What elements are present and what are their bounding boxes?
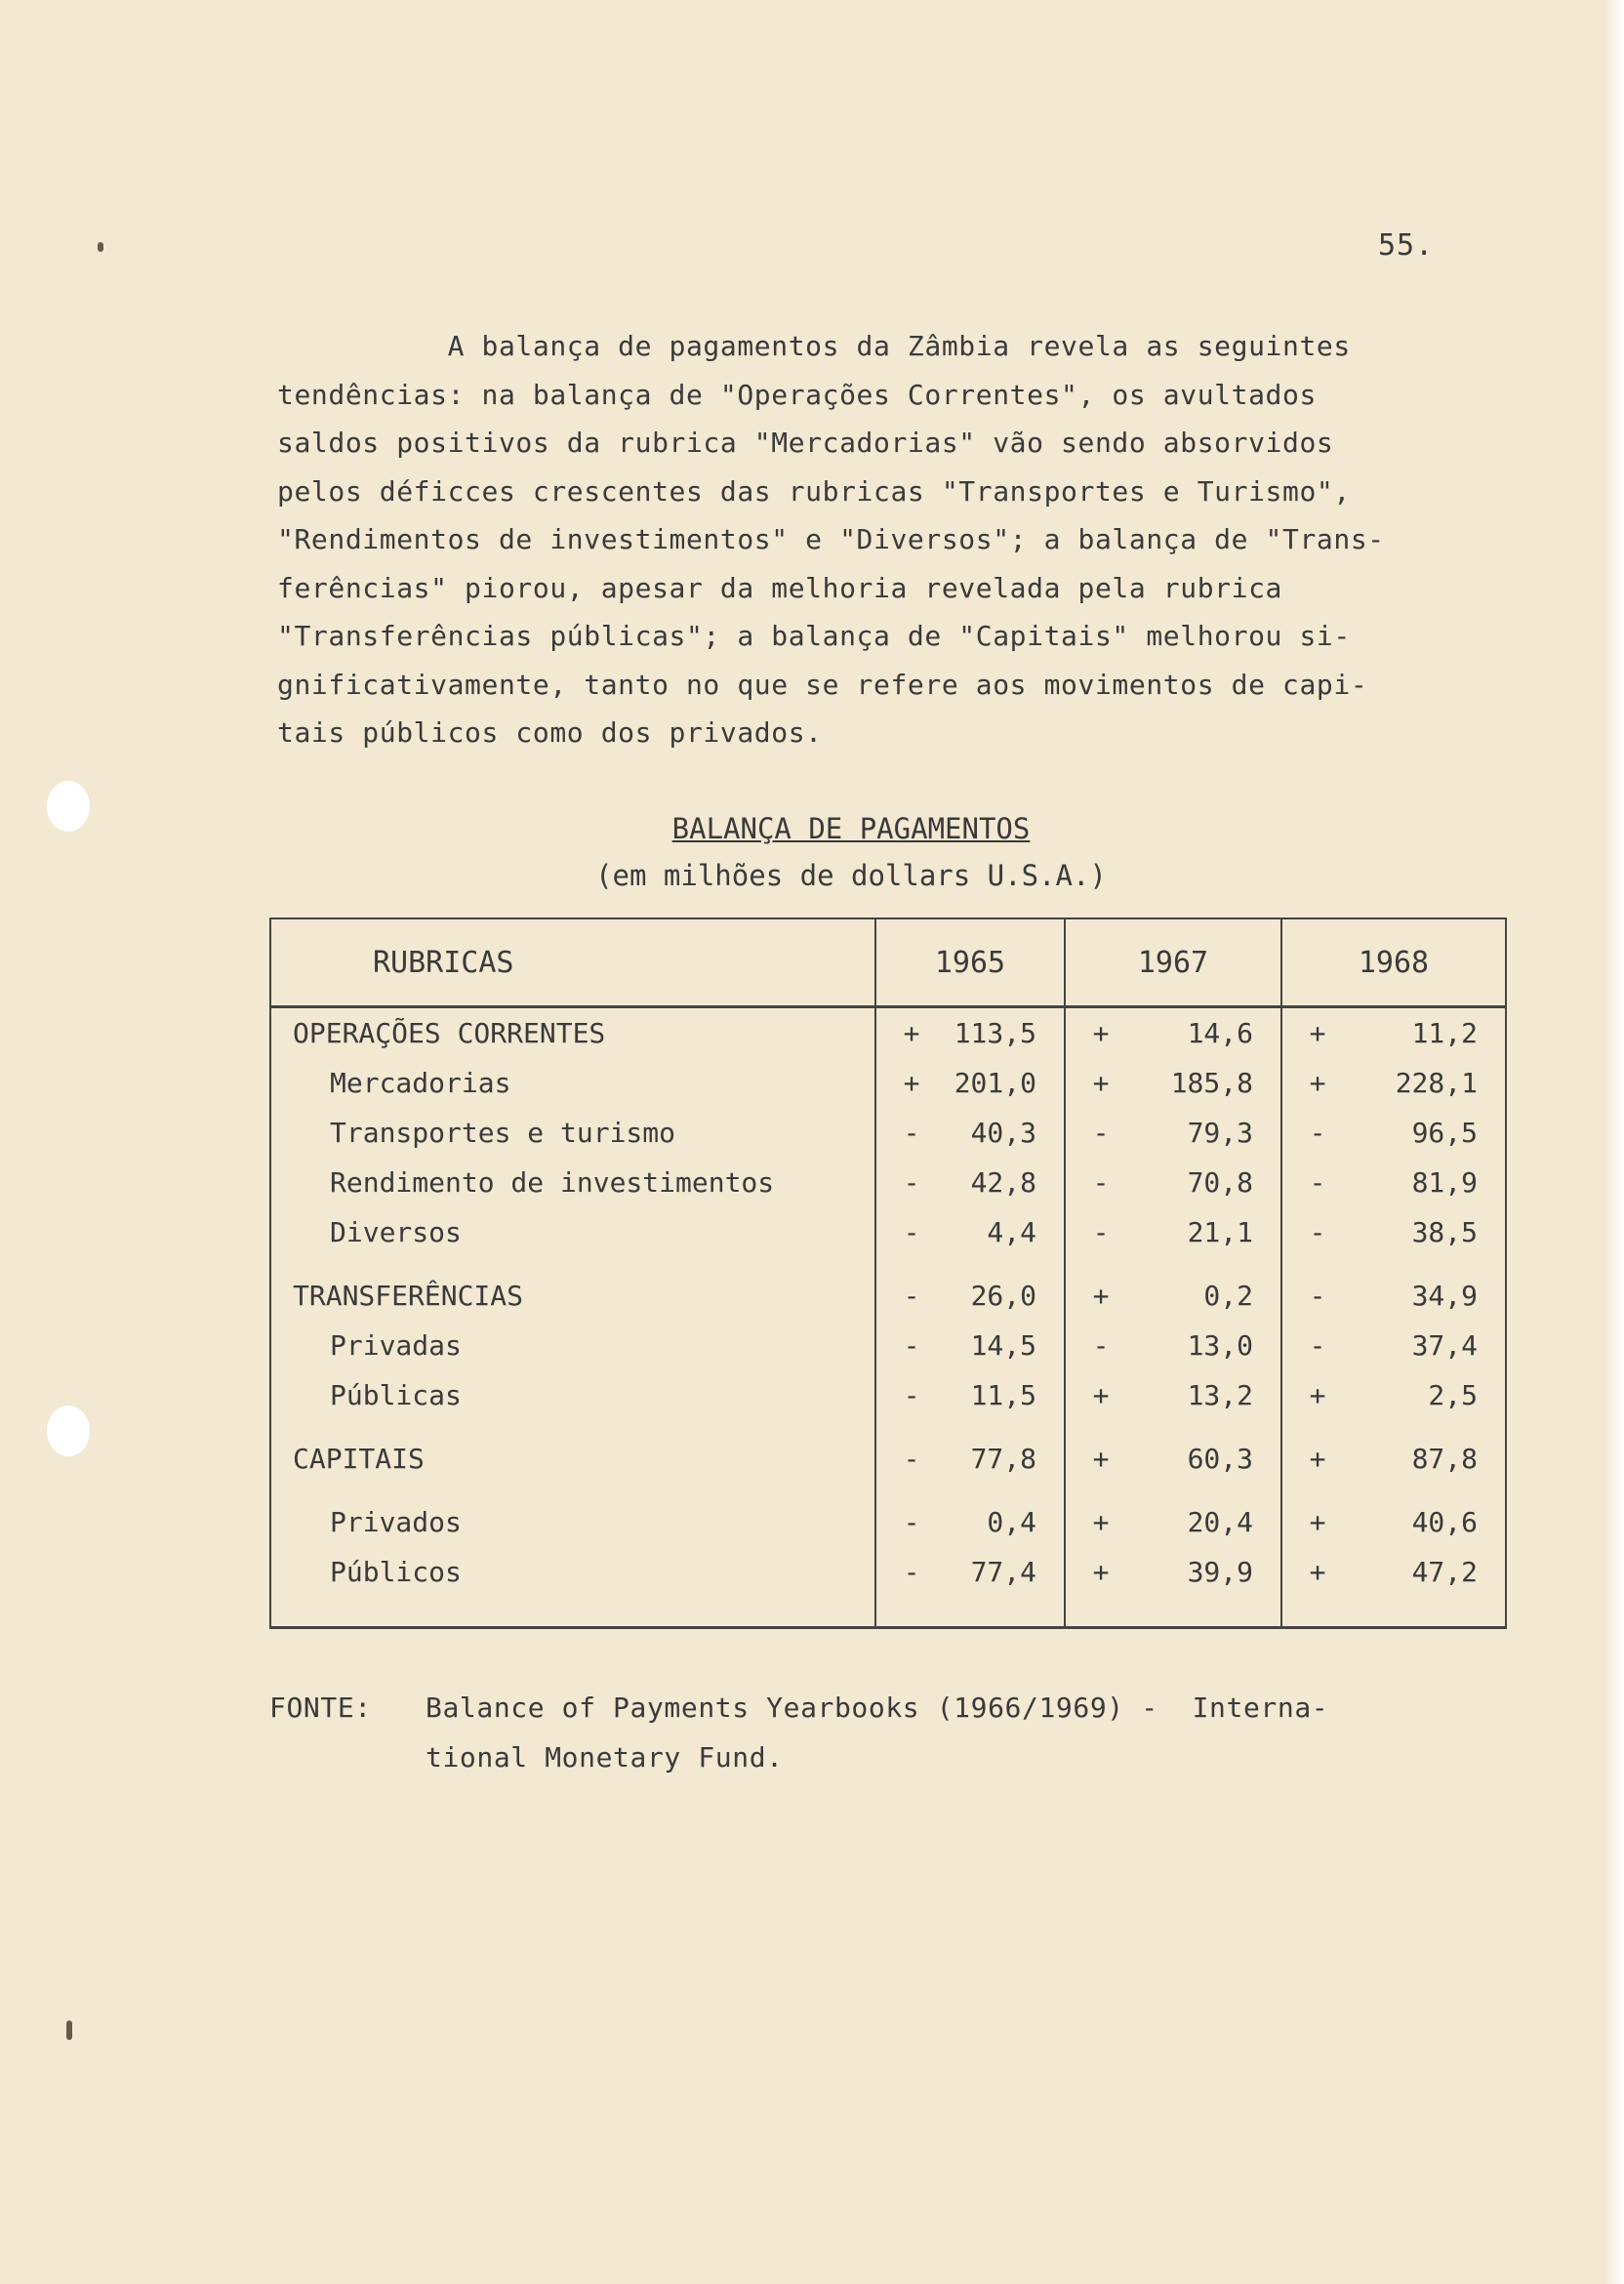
- table-row: [270, 1547, 1506, 1628]
- value-cell-1965: [875, 1108, 1065, 1158]
- value-cell-1968: [1281, 1547, 1506, 1628]
- table-row: [270, 1108, 1506, 1158]
- header-1968: 1968: [1281, 918, 1506, 1007]
- value-cell-1965: [875, 1484, 1065, 1547]
- value-number: 20,4: [1187, 1506, 1253, 1538]
- page-number: 55.: [1378, 228, 1435, 263]
- value-number: 81,9: [1411, 1166, 1478, 1199]
- value-number: 96,5: [1411, 1117, 1478, 1149]
- value-cell-1968: [1281, 1420, 1506, 1484]
- paragraph-line: "Rendimentos de investimentos" e "Diversos"; a balança de "Trans-: [277, 523, 1385, 555]
- value-number: 70,8: [1187, 1166, 1253, 1199]
- value-sign: -: [903, 1506, 920, 1538]
- value-sign: +: [1092, 1556, 1110, 1588]
- value-cell-1965: [875, 1370, 1065, 1420]
- table-subtitle: (em milhões de dollars U.S.A.): [595, 859, 1107, 892]
- table-row: [270, 1484, 1506, 1547]
- value-number: 79,3: [1187, 1117, 1253, 1149]
- table-row: [270, 1420, 1506, 1484]
- value-cell-1968: [1281, 1158, 1506, 1207]
- row-label: Mercadorias: [270, 1058, 875, 1108]
- value-sign: +: [903, 1067, 920, 1099]
- value-number: 77,8: [970, 1443, 1036, 1475]
- value-sign: -: [1092, 1329, 1110, 1362]
- value-cell-1968: [1281, 1484, 1506, 1547]
- value-number: 13,2: [1187, 1379, 1253, 1411]
- value-cell-1967: [1065, 1058, 1281, 1108]
- value-number: 34,9: [1411, 1280, 1478, 1312]
- table-row: [270, 1058, 1506, 1108]
- value-cell-1967: [1065, 1108, 1281, 1158]
- paragraph-line: "Transferências públicas"; a balança de "Capitais" melhorou si-: [277, 620, 1351, 652]
- value-cell-1968: [1281, 1108, 1506, 1158]
- table-title: [0, 812, 1624, 845]
- value-number: 0,2: [1203, 1280, 1253, 1312]
- value-number: 228,1: [1395, 1067, 1478, 1099]
- value-cell-1967: [1065, 1370, 1281, 1420]
- value-sign: +: [1092, 1067, 1110, 1099]
- value-sign: -: [1092, 1166, 1110, 1199]
- source-label: FONTE:: [269, 1692, 372, 1724]
- value-sign: +: [1092, 1017, 1110, 1049]
- row-label: Rendimento de investimentos: [270, 1158, 875, 1207]
- table-header-row: [270, 918, 1506, 1007]
- value-cell-1968: [1281, 1321, 1506, 1370]
- value-number: 47,2: [1411, 1556, 1478, 1588]
- value-sign: +: [1309, 1443, 1326, 1475]
- value-number: 60,3: [1187, 1443, 1253, 1475]
- value-number: 13,0: [1187, 1329, 1253, 1362]
- value-number: 113,5: [954, 1017, 1036, 1049]
- value-sign: -: [903, 1556, 920, 1588]
- value-cell-1965: [875, 1007, 1065, 1059]
- paper-speck: [66, 2020, 72, 2040]
- row-label: OPERAÇÕES CORRENTES: [270, 1007, 875, 1059]
- value-number: 11,5: [970, 1379, 1036, 1411]
- value-number: 26,0: [970, 1280, 1036, 1312]
- value-cell-1967: [1065, 1007, 1281, 1059]
- value-cell-1968: [1281, 1257, 1506, 1321]
- row-label: CAPITAIS: [270, 1420, 875, 1484]
- value-cell-1968: [1281, 1058, 1506, 1108]
- paragraph-line: tais públicos como dos privados.: [277, 716, 823, 749]
- row-label: Públicas: [270, 1370, 875, 1420]
- header-1965: 1965: [875, 918, 1065, 1007]
- value-cell-1968: [1281, 1370, 1506, 1420]
- value-cell-1965: [875, 1547, 1065, 1628]
- value-number: 185,8: [1170, 1067, 1253, 1099]
- value-sign: -: [903, 1329, 920, 1362]
- paragraph-line: pelos déficces crescentes das rubricas "Transportes e Turismo",: [277, 474, 1351, 508]
- value-cell-1967: [1065, 1207, 1281, 1257]
- value-sign: -: [1309, 1117, 1326, 1149]
- value-sign: -: [903, 1216, 920, 1248]
- value-number: 87,8: [1411, 1443, 1478, 1475]
- value-cell-1967: [1065, 1321, 1281, 1370]
- value-sign: -: [903, 1166, 920, 1199]
- row-label: Diversos: [270, 1207, 875, 1257]
- row-label: Privados: [270, 1484, 875, 1547]
- paragraph-line: gnificativamente, tanto no que se refere aos movimentos de capi-: [277, 668, 1368, 701]
- page-edge: [1604, 0, 1624, 2284]
- value-number: 21,1: [1187, 1216, 1253, 1248]
- table-title-text: BALANÇA DE PAGAMENTOS: [671, 812, 1031, 845]
- row-label: Transportes e turismo: [270, 1108, 875, 1158]
- value-cell-1965: [875, 1321, 1065, 1370]
- value-cell-1965: [875, 1207, 1065, 1257]
- value-sign: +: [1092, 1280, 1110, 1312]
- table-row: [270, 1158, 1506, 1207]
- value-cell-1968: [1281, 1207, 1506, 1257]
- intro-paragraph: [277, 322, 1497, 757]
- value-sign: +: [1092, 1379, 1110, 1411]
- punch-hole: [47, 1406, 90, 1456]
- value-sign: -: [903, 1117, 920, 1149]
- value-cell-1965: [875, 1420, 1065, 1484]
- value-number: 77,4: [970, 1556, 1036, 1588]
- value-sign: -: [1309, 1166, 1326, 1199]
- balance-of-payments-table: [269, 918, 1507, 1629]
- source-text-line1: Balance of Payments Yearbooks (1966/1969) - Interna-: [426, 1692, 1329, 1724]
- value-sign: -: [1092, 1216, 1110, 1248]
- value-sign: +: [903, 1017, 920, 1049]
- value-sign: +: [1309, 1017, 1326, 1049]
- value-sign: -: [903, 1443, 920, 1475]
- value-number: 42,8: [970, 1166, 1036, 1199]
- value-cell-1968: [1281, 1007, 1506, 1059]
- value-cell-1965: [875, 1257, 1065, 1321]
- value-number: 38,5: [1411, 1216, 1478, 1248]
- value-number: 4,4: [987, 1216, 1036, 1248]
- table-row: [270, 1207, 1506, 1257]
- value-sign: -: [903, 1280, 920, 1312]
- header-1967: 1967: [1065, 918, 1281, 1007]
- value-sign: -: [1092, 1117, 1110, 1149]
- value-cell-1965: [875, 1058, 1065, 1108]
- value-sign: +: [1309, 1506, 1326, 1538]
- table-row: [270, 1370, 1506, 1420]
- value-number: 40,3: [970, 1117, 1036, 1149]
- value-number: 201,0: [954, 1067, 1036, 1099]
- row-label: Públicos: [270, 1547, 875, 1628]
- row-label: Privadas: [270, 1321, 875, 1370]
- value-cell-1967: [1065, 1484, 1281, 1547]
- value-number: 39,9: [1187, 1556, 1253, 1588]
- value-cell-1967: [1065, 1257, 1281, 1321]
- value-sign: -: [1309, 1216, 1326, 1248]
- value-number: 37,4: [1411, 1329, 1478, 1362]
- value-number: 2,5: [1428, 1379, 1478, 1411]
- value-cell-1967: [1065, 1547, 1281, 1628]
- value-sign: -: [903, 1379, 920, 1411]
- table-row: [270, 1007, 1506, 1059]
- value-number: 14,6: [1187, 1017, 1253, 1049]
- value-sign: +: [1092, 1443, 1110, 1475]
- value-number: 0,4: [987, 1506, 1036, 1538]
- value-sign: +: [1309, 1556, 1326, 1588]
- header-rubricas: RUBRICAS: [270, 918, 875, 1007]
- value-number: 14,5: [970, 1329, 1036, 1362]
- paragraph-line: A balança de pagamentos da Zâmbia revela as seguintes: [277, 330, 1351, 362]
- value-sign: -: [1309, 1280, 1326, 1312]
- source-text-line2: tional Monetary Fund.: [426, 1741, 784, 1774]
- value-number: 40,6: [1411, 1506, 1478, 1538]
- value-number: 11,2: [1411, 1017, 1478, 1049]
- paragraph-line: ferências" piorou, apesar da melhoria revelada pela rubrica: [277, 571, 1282, 604]
- paper-speck: [98, 242, 103, 252]
- value-cell-1965: [875, 1158, 1065, 1207]
- value-sign: +: [1309, 1379, 1326, 1411]
- paragraph-line: saldos positivos da rubrica "Mercadorias" vão sendo absorvidos: [277, 427, 1334, 459]
- table-row: [270, 1257, 1506, 1321]
- value-sign: +: [1309, 1067, 1326, 1099]
- row-label: TRANSFERÊNCIAS: [270, 1257, 875, 1321]
- value-cell-1967: [1065, 1420, 1281, 1484]
- table-row: [270, 1321, 1506, 1370]
- value-sign: -: [1309, 1329, 1326, 1362]
- paragraph-line: tendências: na balança de "Operações Correntes", os avultados: [277, 378, 1317, 411]
- value-cell-1967: [1065, 1158, 1281, 1207]
- value-sign: +: [1092, 1506, 1110, 1538]
